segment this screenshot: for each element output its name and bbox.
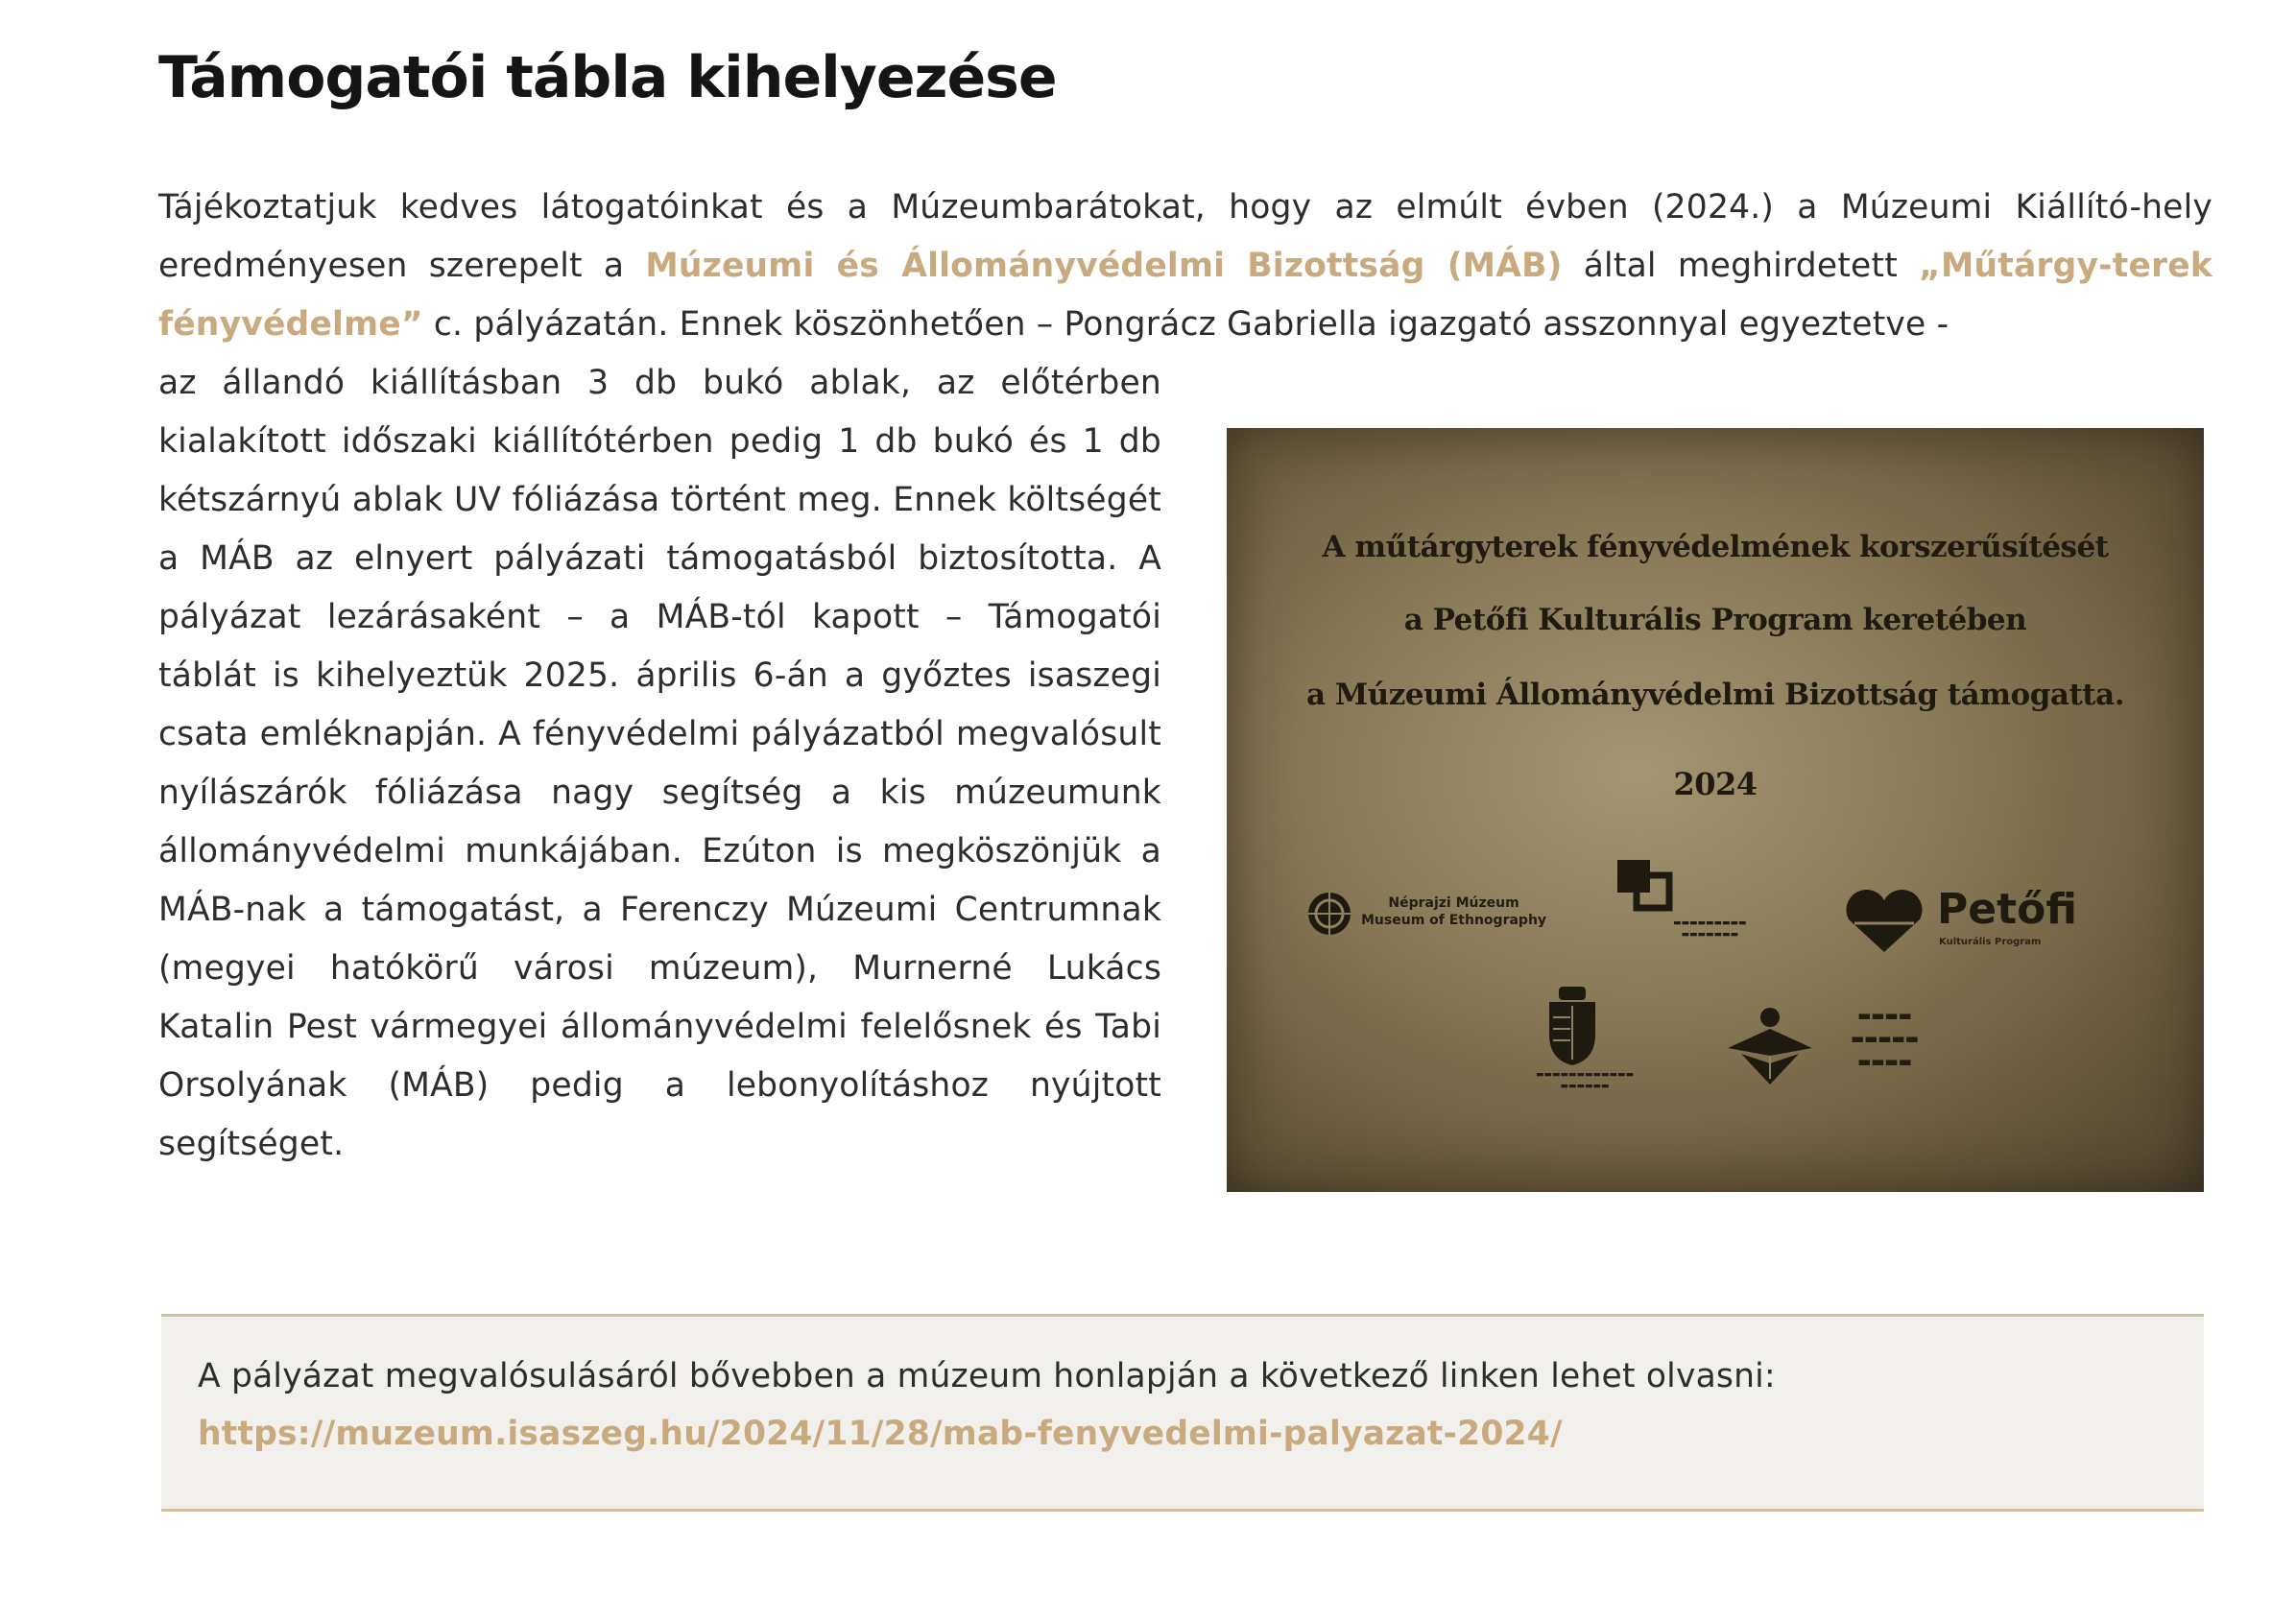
coat-of-arms-icon — [1542, 985, 1603, 1067]
institution-logo — [1851, 1004, 1985, 1100]
plaque-line-1: A műtárgyterek fényvédelmének korszerűsítését — [1322, 530, 2109, 564]
lead-paragraph — [158, 179, 2212, 354]
article-link[interactable]: https://muzeum.isaszeg.hu/2024/11/28/mab-fenyvedelmi-palyazat-2024/ — [198, 1415, 1563, 1453]
government-caption: ▬▬▬▬▬▬▬▬▬▬▬▬ ▬▬▬▬▬▬ — [1535, 1070, 1635, 1091]
lead-text-1: Tájékoztatjuk kedves látogatóinkat és a Múzeumbarátokat, hogy az elmúlt évben (2024.) a Múzeumi Kiállító-hely eredményesen szerepelt a — [158, 188, 2212, 285]
ethnography-museum-logo — [1305, 885, 1565, 952]
petofi-subtitle: Kulturális Program — [1939, 937, 2042, 947]
info-text: A pályázat megvalósulásáról bővebben a múzeum honlapján a következő linken lehet olvasni: — [198, 1357, 1776, 1395]
cultural-program-caption: ▬▬▬▬▬▬▬▬▬ ▬▬▬▬▬▬▬ — [1673, 918, 1747, 940]
infobox-bottom-divider — [161, 1509, 2204, 1512]
article-title: Támogatói tábla kihelyezése — [158, 44, 1057, 111]
info-box — [161, 1317, 2204, 1509]
lead-text-3: c. pályázatán. Ennek köszönhetően – Pongrácz Gabriella igazgató asszonnyal egyeztetve - — [422, 305, 1949, 344]
government-logo — [1474, 985, 1695, 1109]
highlight-mab: Múzeumi és Állományvédelmi Bizottság (MÁB) — [645, 247, 1563, 285]
plaque-year: 2024 — [1673, 766, 1758, 802]
heart-icon — [1841, 889, 1927, 956]
ethnography-name-en: Museum of Ethnography — [1361, 913, 1547, 928]
petofi-name: Petőfi — [1937, 885, 2077, 934]
cultural-program-logo — [1615, 858, 1817, 964]
mab-logo — [1722, 1002, 1828, 1098]
body-paragraph: az állandó kiállításban 3 db bukó ablak, az előtérben kialakított időszaki kiállítótérben pedig 1 db bukó és 1 db kétszárnyú ablak UV fóliázása történt meg. Ennek költségét a MÁB az elnyert pályázati támogatásból biztosította. A pályázat lezárásaként – a MÁB-tól kapott – Támogatói táblát is kihelyeztük 2025. április 6-án a győztes isaszegi csata emléknapján. A fényvédelmi pályázatból megvalósult nyílászárók fóliázása nagy segítség a kis múzeumunk állományvédelmi munkájában. Ezúton is megköszönjük a MÁB-nak a támogatást, a Ferenczy Múzeumi Centrumnak (megyei hatókörű városi múzeum), Murnerné Lukács Katalin Pest vármegyei állományvédelmi felelősnek és Tabi Orsolyának (MÁB) pedig a lebonyolításhoz nyújtott segítséget. — [158, 364, 1161, 1163]
lead-text-2: által meghirdetett — [1562, 247, 1920, 285]
plaque-line-2: a Petőfi Kulturális Program keretében — [1403, 603, 2027, 637]
ethnography-emblem-icon — [1305, 885, 1353, 942]
institution-caption: ▬▬▬▬ ▬▬▬▬▬ ▬▬▬▬ — [1851, 1007, 1919, 1070]
highlight-tender-title: „Műtárgy-terek fényvédelme” — [158, 247, 2212, 344]
cultural-square-logo-icon — [1615, 858, 1673, 925]
mab-emblem-icon — [1722, 1002, 1818, 1088]
supporter-plaque-photo — [1227, 428, 2204, 1192]
petofi-program-logo — [1841, 885, 2110, 962]
plaque-line-3: a Múzeumi Állományvédelmi Bizottság támogatta. — [1305, 678, 2125, 712]
ethnography-name-hu: Néprajzi Múzeum — [1388, 895, 1519, 911]
